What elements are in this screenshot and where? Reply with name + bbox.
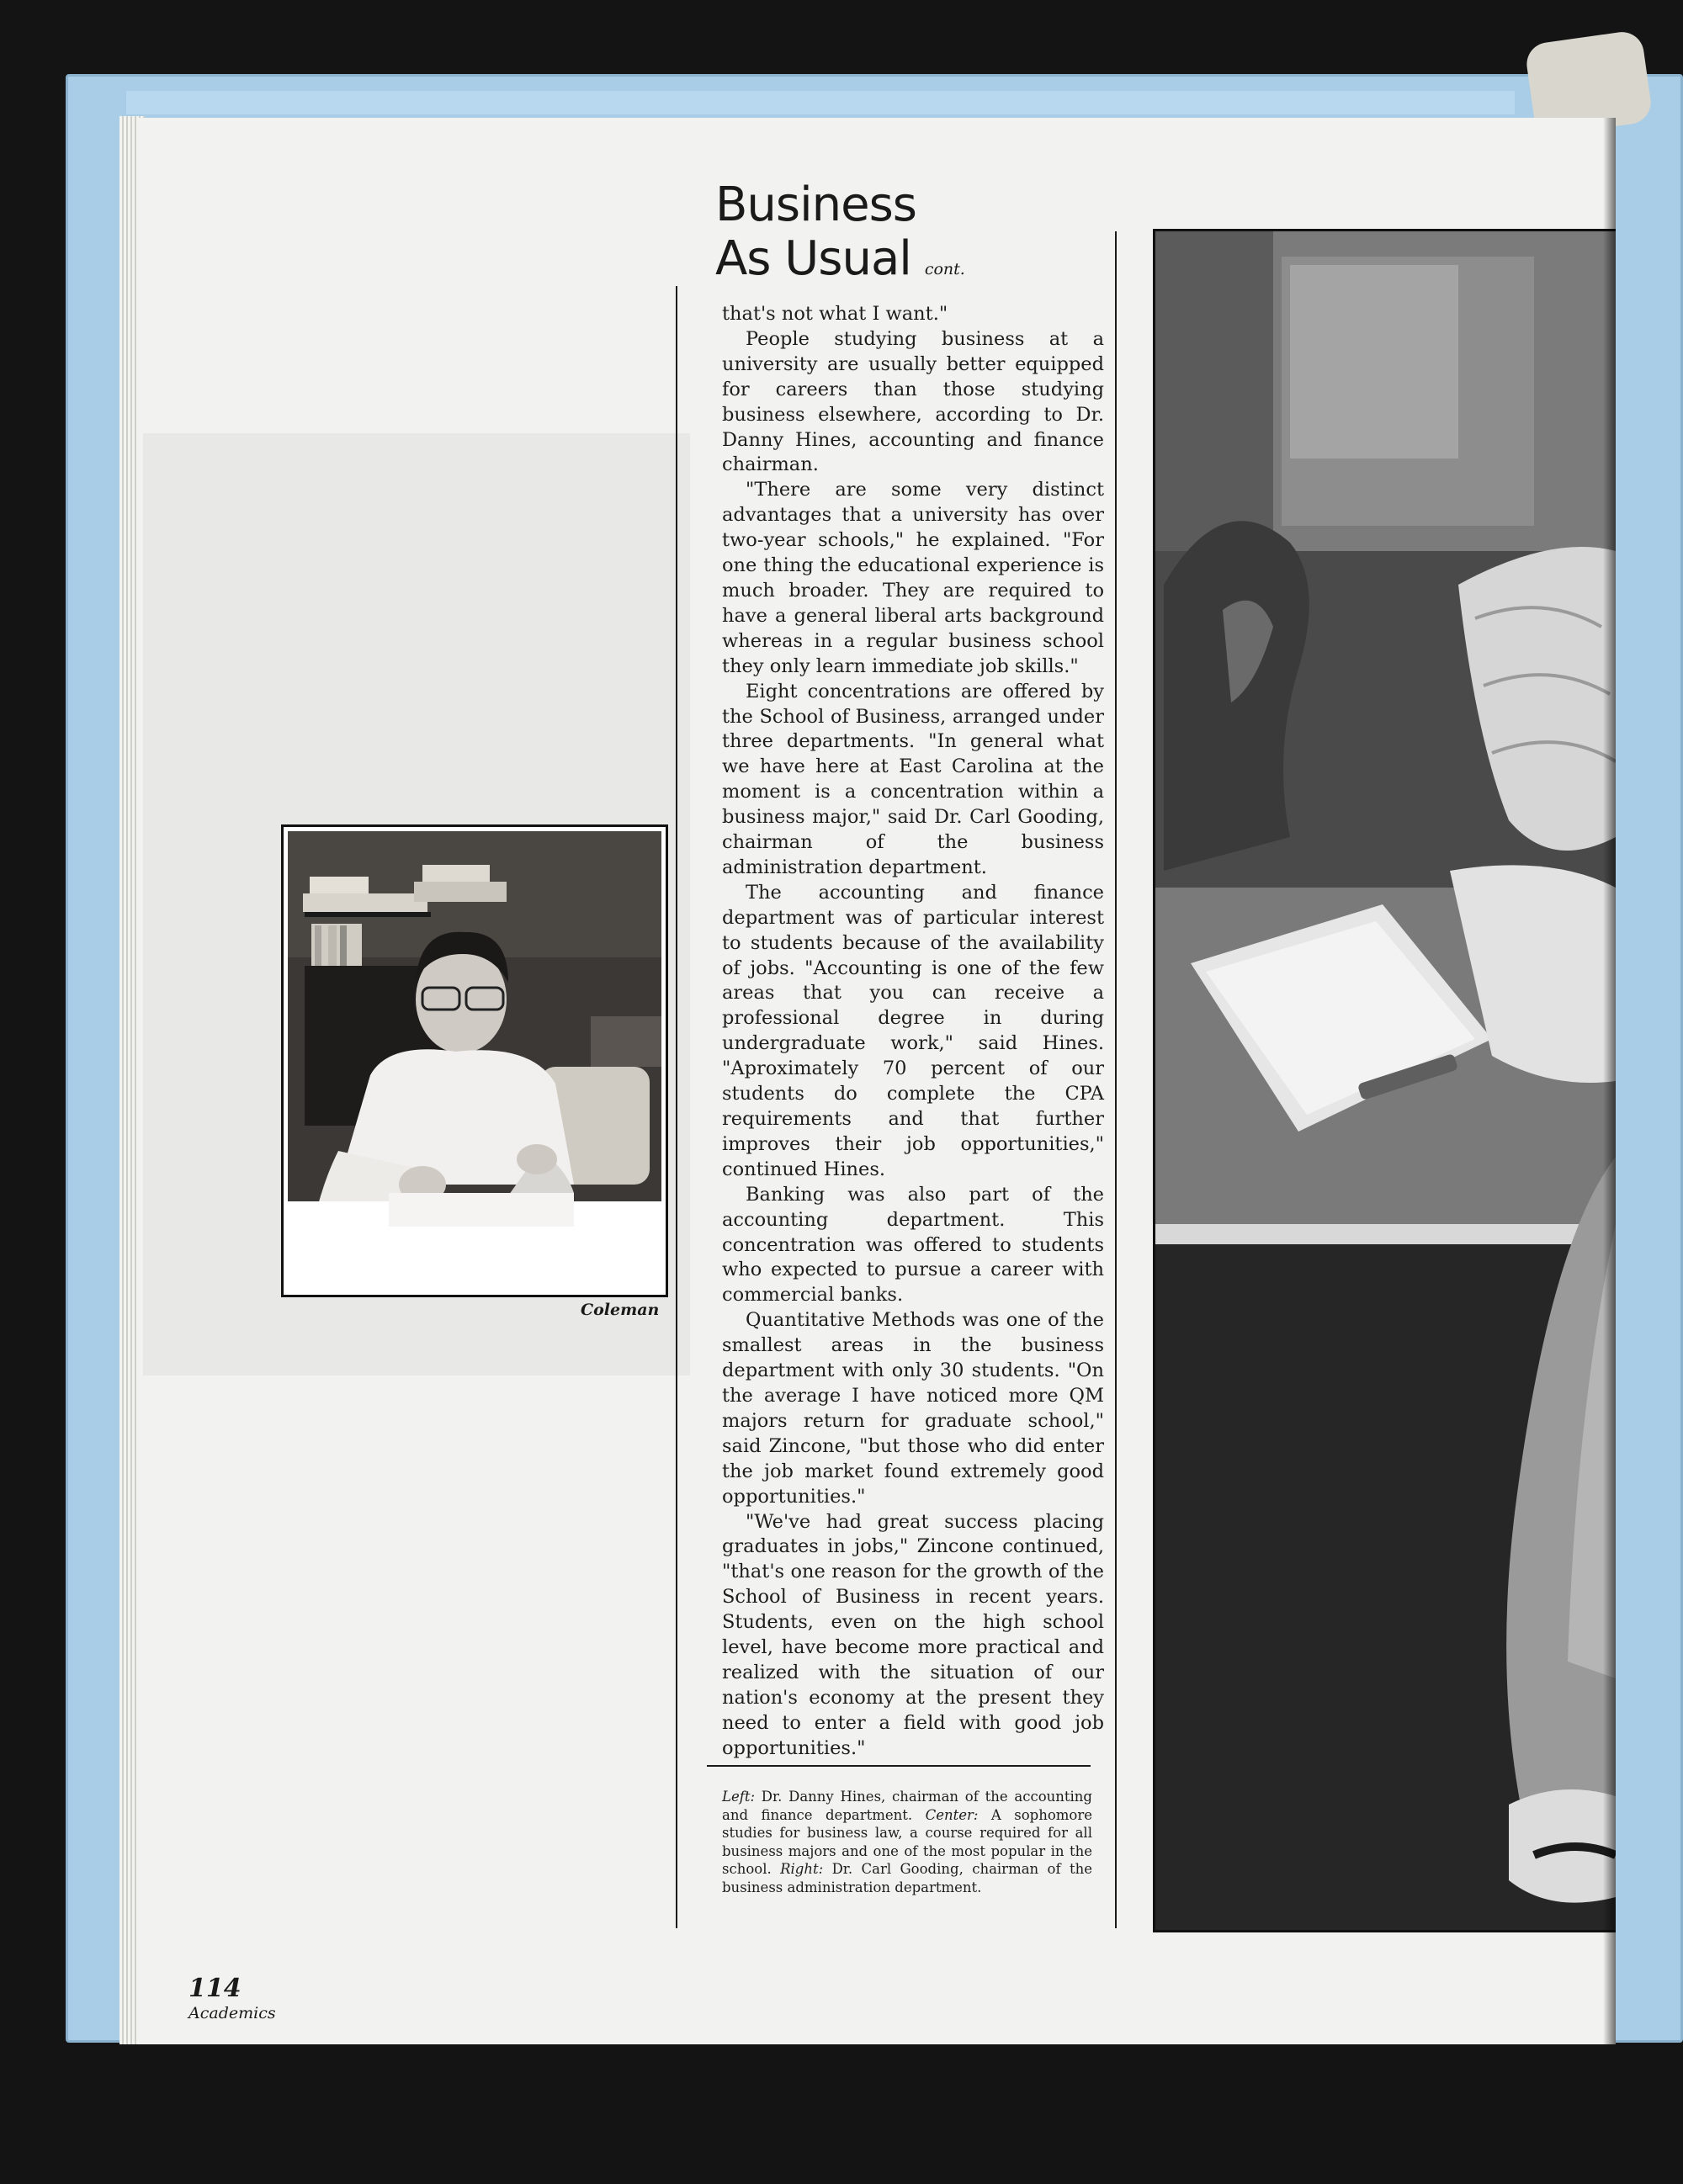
- photo-caption: [722, 1788, 1092, 1896]
- caption-rule: [707, 1765, 1091, 1767]
- portrait-image: [288, 831, 661, 1291]
- paragraph: Eight concentrations are offered by the School of Business, arranged under three departments. "In general what we have here at East Carolina at the moment is a concentration within a business major," said Dr. Carl Gooding, chairman of the business administration department.: [722, 680, 1104, 878]
- article-title: [715, 178, 965, 296]
- gutter-shadow: [1603, 118, 1616, 2044]
- caption-left-label: Left:: [722, 1789, 756, 1805]
- caption-center-text: A sophomore studies for business law, a course required for all business majors and one of the most popular in the school.: [722, 1806, 1092, 1877]
- student-photo: [1153, 229, 1616, 1932]
- portrait-photo: [281, 824, 668, 1297]
- cover-edge: [126, 91, 1515, 114]
- paragraph: "We've had great success placing graduates in jobs," Zincone continued, "that's one reason for the growth of the School of Business in recent years. Students, even on the high school level, have become more practical and realized with the situation of our nation's economy at the present they need to enter a field with good job opportunities.": [722, 1510, 1104, 1759]
- paragraph: People studying business at a university are usually better equipped for careers than those studying business elsewhere, according to Dr. Danny Hines, accounting and finance chairman.: [722, 327, 1104, 476]
- caption-right-label: Right:: [780, 1861, 824, 1877]
- article-body: [722, 302, 1104, 1762]
- paragraph: The accounting and finance department was of particular interest to students because of the availability of jobs. "Accounting is one of the few areas that you can receive a professional degree in during undergraduate work," said Hines. "Aproximately 70 percent of our students do complete the CPA requirements and that further improves their job opportunities," continued Hines.: [722, 881, 1104, 1180]
- photo-credit: Coleman: [581, 1301, 660, 1319]
- caption-left-text: Dr. Danny Hines, chairman of the accounting and finance department.: [722, 1789, 1092, 1823]
- title-continued: cont.: [924, 260, 965, 278]
- paragraph: that's not what I want.": [722, 303, 948, 325]
- section-label: Academics: [188, 2004, 276, 2022]
- paragraph: "There are some very distinct advantages that a university has over two-year schools," he explained. "For one thing the educational experience is much broader. They are required to have a general liberal arts background whereas in a regular business school they only learn immediate job skills.": [722, 479, 1104, 677]
- caption-right-text: Dr. Carl Gooding, chairman of the business administration department.: [722, 1861, 1092, 1895]
- paragraph: Banking was also part of the accounting department. This concentration was offered to students who expected to pursue a career with commercial banks.: [722, 1183, 1104, 1307]
- column-rule-right: [1115, 231, 1117, 1928]
- column-rule-left: [676, 286, 677, 1928]
- student-image: [1155, 231, 1616, 1930]
- paragraph: Quantitative Methods was one of the smallest areas in the business department with only 30 students. "On the average I have noticed more QM majors return for graduate school," said Zincone, "but those who did enter the job market found extremely good opportunities.": [722, 1309, 1104, 1508]
- title-line-1: Business: [715, 178, 916, 232]
- title-line-2: As Usual: [715, 231, 911, 286]
- caption-center-label: Center:: [925, 1806, 979, 1823]
- page-number: 114: [188, 1974, 242, 2003]
